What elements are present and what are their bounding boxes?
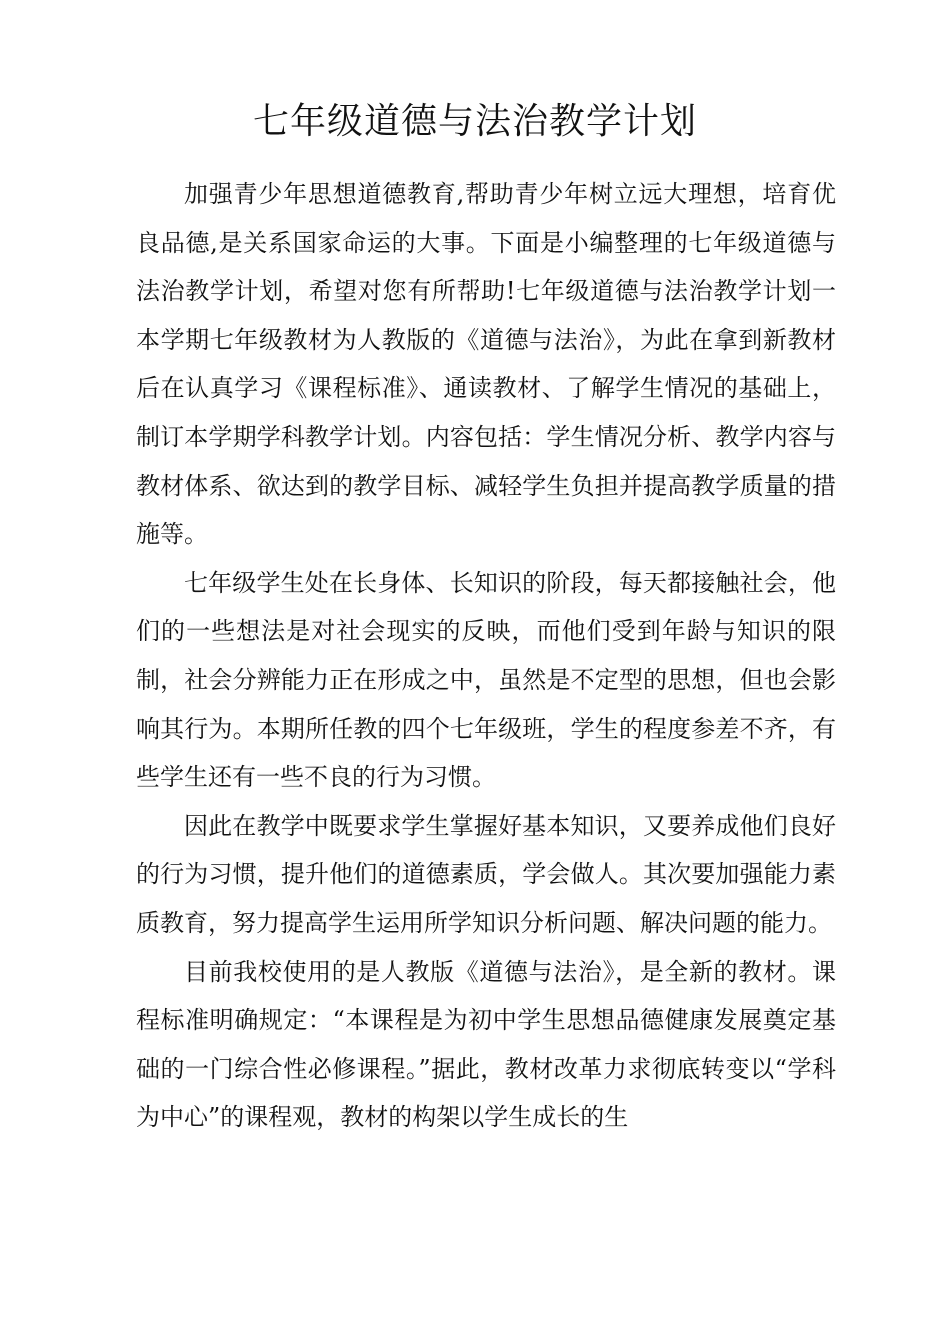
paragraph-2: 七年级学生处在长身体、长知识的阶段，每天都接触社会，他们的一些想法是对社会现实的反映，而他们受到年龄与知识的限制，社会分辨能力正在形成之中，虽然是不定型的思想，但也会影响其行为。本期所任教的四个七年级班，学生的程度参差不齐，有些学生还有一些不良的行为习惯。 xyxy=(136,568,836,792)
paragraph-1: 加强青少年思想道德教育,帮助青少年树立远大理想，培育优良品德,是关系国家命运的大事。下面是小编整理的七年级道德与法治教学计划，希望对您有所帮助!七年级道德与法治教学计划一本学期七年级教材为人教版的《道德与法治》，为此在拿到新教材后在认真学习《课程标准》、通读教材、了解学生情况的基础上，制订本学期学科教学计划。内容包括：学生情况分析、教学内容与教材体系、欲达到的教学目标、减轻学生负担并提高教学质量的措施等。 xyxy=(136,180,836,549)
paragraph-3: 因此在教学中既要求学生掌握好基本知识，又要养成他们良好的行为习惯，提升他们的道德素质，学会做人。其次要加强能力素质教育，努力提高学生运用所学知识分析问题、解决问题的能力。 xyxy=(136,811,836,937)
document-body xyxy=(136,170,836,1142)
document-title: 七年级道德与法治教学计划 xyxy=(252,101,697,142)
paragraph-4: 目前我校使用的是人教版《道德与法治》，是全新的教材。课程标准明确规定：“本课程是为初中学生思想品德健康发展奠定基础的一门综合性必修课程。”据此，教材改革力求彻底转变以“学科为中心”的课程观，教材的构架以学生成长的生 xyxy=(136,957,836,1132)
